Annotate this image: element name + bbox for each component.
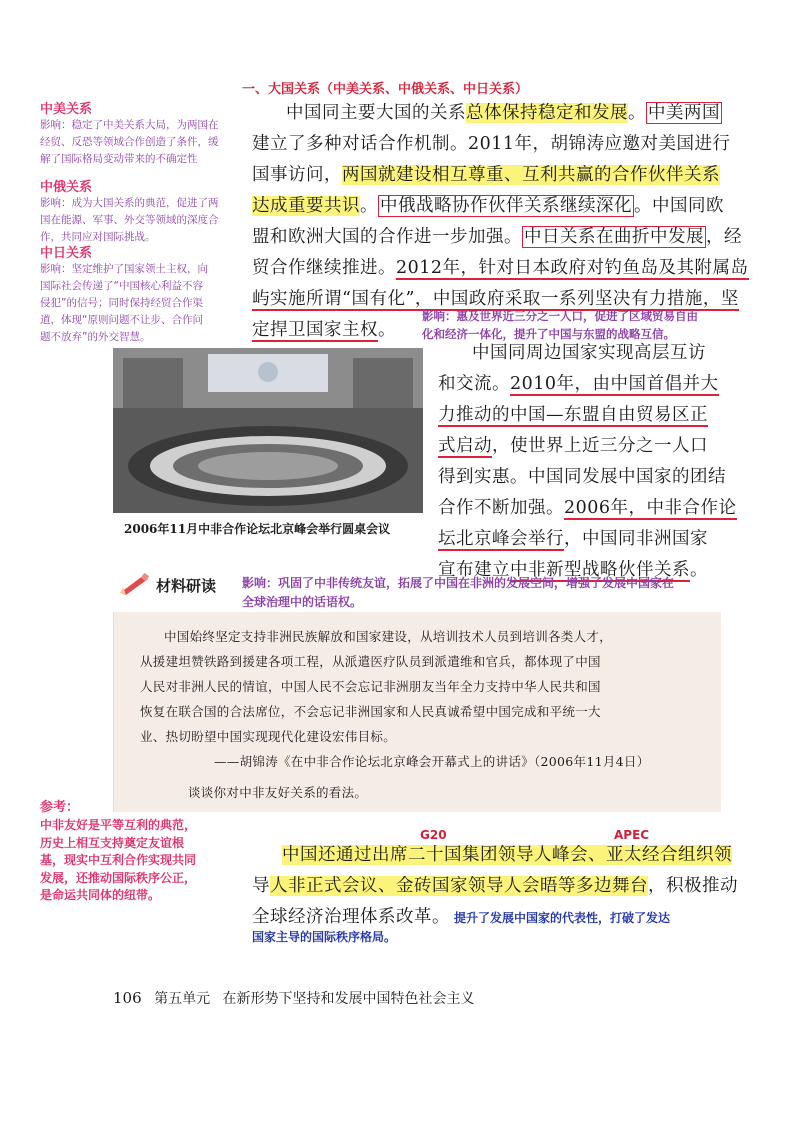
paragraph-neighbors: [438, 338, 737, 586]
text-run: 。: [378, 320, 396, 340]
unit-title: 在新形势下坚持和发展中国特色社会主义: [222, 991, 475, 1007]
discussion-question: 谈谈你对中非友好关系的看法。: [188, 785, 368, 800]
text-run: 。: [690, 560, 708, 580]
side-note-title: 中日关系: [40, 246, 93, 261]
underlined-text: 坛北京峰会举行: [438, 529, 564, 549]
g20-label: G20: [420, 828, 447, 842]
paragraph-multilateral: [252, 840, 738, 934]
side-note-line: 题不放弃”的外交智慧。: [40, 331, 151, 343]
quote-line: 业、热切盼望中国实现现代化建设宏伟目标。: [140, 729, 397, 744]
text-run: ，积极推动: [648, 876, 738, 896]
boxed-text: 中俄战略协作伙伴关系继续深化: [380, 196, 632, 216]
side-note-line: 国在能源、军事、外交等领域的深度合: [40, 214, 219, 226]
text-run: ，经: [706, 227, 742, 247]
text-run: 中国同周边国家实现高层互访: [472, 343, 706, 363]
side-note-sino-us: [40, 98, 250, 168]
side-note-line: 影响：坚定维护了国家领土主权，向: [40, 263, 208, 275]
highlighted-text: 两国就建设相互尊重、互利共赢的合作伙伴关系: [342, 165, 720, 185]
side-note-line: 作，共同应对国际挑战。: [40, 231, 156, 243]
reference-note: [40, 796, 250, 905]
text-run: 合作不断加强。: [438, 498, 564, 518]
underlined-text: 2010年，由中国首倡并大: [510, 374, 719, 394]
apec-label: APEC: [614, 828, 650, 842]
underlined-text: 中非新型战略伙伴关系: [510, 560, 690, 580]
quote-source: ——胡锦涛《在中非合作论坛北京峰会开幕式上的讲话》（2006年11月4日）: [214, 754, 650, 769]
side-note-line: 道，体现“原则问题不让步、合作问: [40, 314, 203, 326]
page-number: 106: [113, 989, 142, 1007]
text-run: 。: [360, 196, 378, 216]
text-run: 贸合作继续推进。: [252, 258, 396, 278]
text-run: 。中国同欧: [634, 196, 724, 216]
material-label: [118, 573, 216, 597]
text-run: 中国同主要大国的关系: [286, 103, 466, 123]
reference-line: 历史上相互支持奠定友谊根: [40, 835, 185, 850]
side-note-line: 经贸、反恐等领域合作创造了条件，缓: [40, 136, 219, 148]
reference-line: 基，现实中互利合作实现共同: [40, 853, 197, 867]
text-run: ，中国同非洲国家: [564, 529, 708, 549]
quote-line: 人民对非洲人民的情谊，中国人民不会忘记非洲朋友当年全力支持中华人民共和国: [140, 679, 601, 694]
reference-line: 中非友好是平等互利的典范，: [40, 818, 197, 832]
unit-label: 第五单元: [154, 991, 211, 1007]
quote-line: 从援建坦赞铁路到援建各项工程，从派遣医疗队员到派遣维和官兵，都体现了中国: [140, 654, 601, 669]
side-note-title: 中俄关系: [40, 180, 93, 195]
pencil-icon: [118, 573, 152, 597]
page-footer: [113, 988, 475, 1008]
reference-line: 是命运共同体的纽带。: [40, 888, 161, 902]
section-heading: 一、大国关系（中美关系、中俄关系、中日关系）: [242, 82, 529, 97]
highlighted-text: 总体保持稳定和发展: [466, 103, 628, 123]
underlined-text: 式启动: [438, 436, 492, 456]
note-line: 影响：巩固了中非传统友谊，拓展了中国在非洲的发展空间，增强了发展中国家在: [242, 576, 675, 590]
highlighted-text: 中国还通过出席二十国集团领导人峰会、亚太经合组织领: [282, 845, 732, 865]
underlined-text: 屿实施所谓“国有化”，中国政府采取一系列坚决有力措施，坚: [252, 289, 739, 309]
note-line: 影响：惠及世界近三分之一人口，促进了区域贸易自由: [422, 309, 698, 323]
side-note-line: 影响：稳定了中美关系大局，为两国在: [40, 119, 219, 131]
side-note-sino-japan: [40, 242, 250, 346]
text-run: 国事访问，: [252, 165, 342, 185]
text-run: 全球经济治理体系改革。: [252, 907, 450, 927]
text-run: ，使世界上近三分之一人口: [492, 436, 708, 456]
material-label-text: 材料研读: [156, 576, 217, 595]
underlined-text: 2006年，中非合作论: [564, 498, 737, 518]
material-box: [113, 612, 721, 812]
governance-note: 提升了发展中国家的代表性，打破了发达: [454, 911, 671, 925]
side-note-line: 国际社会传递了“中国核心利益不容: [40, 280, 203, 292]
text-run: 导: [252, 876, 270, 896]
roundtable-illustration: [113, 348, 423, 513]
quote-line: 恢复在联合国的合法席位，不会忘记非洲国家和人民真诚希望中国完成和平统一大: [140, 704, 601, 719]
boxed-text: 中日关系在曲折中发展: [524, 227, 704, 247]
side-note-line: 解了国际格局变动带来的不确定性: [40, 153, 198, 165]
highlighted-text: 人非正式会议、金砖国家领导人会晤等多边舞台: [270, 876, 648, 896]
text-run: 盟和欧洲大国的合作进一步加强。: [252, 227, 522, 247]
underlined-text: 力推动的中国—东盟自由贸易区正: [438, 405, 708, 425]
text-run: 和交流。: [438, 374, 510, 394]
underlined-text: 2012年，针对日本政府对钓鱼岛及其附属岛: [396, 258, 749, 278]
side-note-sino-russia: [40, 176, 250, 246]
text-run: 。: [628, 103, 646, 123]
text-run: 建立了多种对话合作机制。2011年，胡锦涛应邀对美国进行: [252, 134, 731, 154]
governance-note-cont: 国家主导的国际秩序格局。: [252, 930, 397, 944]
text-run: 宣布建立: [438, 560, 510, 580]
africa-impact-note: [242, 574, 772, 612]
underlined-text: 定捍卫国家主权: [252, 320, 378, 340]
boxed-text: 中美两国: [648, 103, 720, 123]
quote-line: 中国始终坚定支持非洲民族解放和国家建设，从培训技术人员到培训各类人才，: [164, 629, 613, 644]
side-note-line: 侵犯”的信号；同时保持经贸合作渠: [40, 297, 203, 309]
material-quote: [140, 624, 710, 805]
summit-photo: [113, 348, 423, 513]
side-note-line: 影响：成为大国关系的典范，促进了两: [40, 197, 219, 209]
reference-line: 发展，还推动国际秩序公正，: [40, 870, 197, 885]
note-line: 全球治理中的话语权。: [242, 595, 363, 609]
reference-title: 参考：: [40, 800, 80, 815]
text-run: 得到实惠。中国同发展中国家的团结: [438, 467, 726, 487]
side-note-title: 中美关系: [40, 102, 93, 117]
note-line: 化和经济一体化，提升了中国与东盟的战略互信。: [422, 327, 675, 341]
photo-caption: 2006年11月中非合作论坛北京峰会举行圆桌会议: [124, 522, 391, 536]
highlighted-text: 达成重要共识: [252, 196, 360, 216]
